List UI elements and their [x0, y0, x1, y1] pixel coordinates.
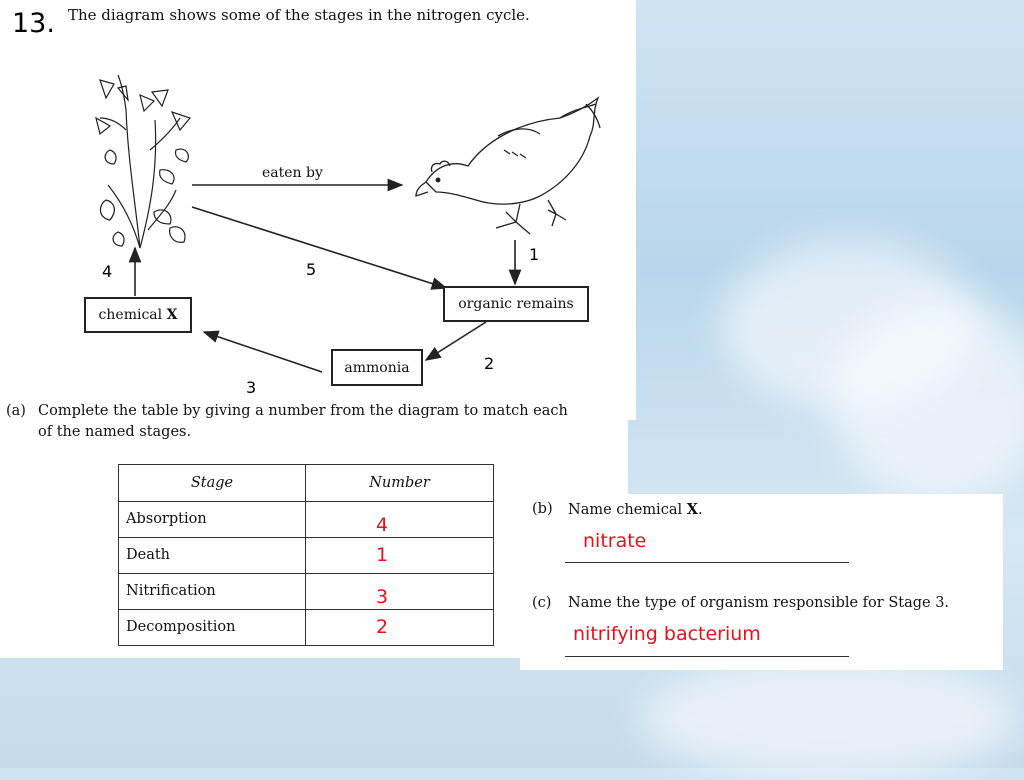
table-row: [119, 502, 494, 538]
number-answer: 3: [376, 586, 389, 608]
part-a-text-line2: of the named stages.: [38, 424, 192, 440]
stage-name: Absorption: [119, 502, 306, 538]
table-row: [119, 610, 494, 646]
stage-name: Nitrification: [119, 574, 306, 610]
organic-remains-box: [443, 286, 589, 322]
part-b-question-text: Name chemical: [568, 502, 683, 518]
stage-number-2: 2: [484, 354, 495, 373]
ammonia-box: [331, 349, 423, 386]
chemical-x-text: chemical: [98, 307, 163, 323]
part-c-answer-line: [565, 656, 849, 657]
number-answer: 4: [376, 514, 389, 536]
part-b-question-period: .: [697, 502, 703, 518]
question-number: 13.: [12, 8, 55, 39]
number-answer: 1: [376, 544, 389, 566]
part-a-letter: (a): [6, 403, 26, 419]
ammonia-text: ammonia: [344, 359, 410, 376]
part-b-question: [568, 499, 703, 521]
chemical-x-letter: X: [166, 307, 178, 323]
chicken-illustration: [416, 98, 600, 234]
part-b-question-letter: X: [686, 501, 698, 518]
intro-text: The diagram shows some of the stages in the nitrogen cycle.: [68, 6, 530, 24]
stage-name: Death: [119, 538, 306, 574]
chemical-x-box: [84, 297, 192, 333]
table-header-row: [119, 465, 494, 502]
stages-table: [118, 464, 494, 646]
plant-illustration: [96, 75, 190, 248]
number-answer: 2: [376, 616, 389, 638]
number-cell[interactable]: [306, 574, 494, 610]
stage-number-1: 1: [529, 245, 540, 264]
stage-number-4: 4: [102, 262, 113, 281]
part-c-letter: (c): [532, 595, 552, 611]
part-b-answer[interactable]: nitrate: [583, 530, 647, 552]
stage-name: Decomposition: [119, 610, 306, 646]
part-c-question: Name the type of organism responsible for Stage 3.: [568, 595, 950, 611]
stage-number-5: 5: [306, 260, 317, 279]
number-column-header: Number: [306, 465, 494, 502]
cloud-decoration: [640, 660, 1020, 780]
number-cell[interactable]: [306, 610, 494, 646]
stage-number-3: 3: [246, 378, 257, 397]
part-a-text-line1: Complete the table by giving a number from the diagram to match each: [38, 403, 568, 419]
eaten-by-label: eaten by: [262, 165, 323, 181]
table-row: [119, 574, 494, 610]
part-b-answer-line: [565, 562, 849, 563]
number-cell[interactable]: [306, 538, 494, 574]
stage-column-header: Stage: [119, 465, 306, 502]
part-c-answer[interactable]: nitrifying bacterium: [573, 623, 761, 645]
number-cell[interactable]: [306, 502, 494, 538]
table-row: [119, 538, 494, 574]
nitrogen-cycle-diagram: [0, 0, 640, 420]
part-b-letter: (b): [532, 501, 553, 517]
organic-remains-text: organic remains: [458, 296, 574, 312]
